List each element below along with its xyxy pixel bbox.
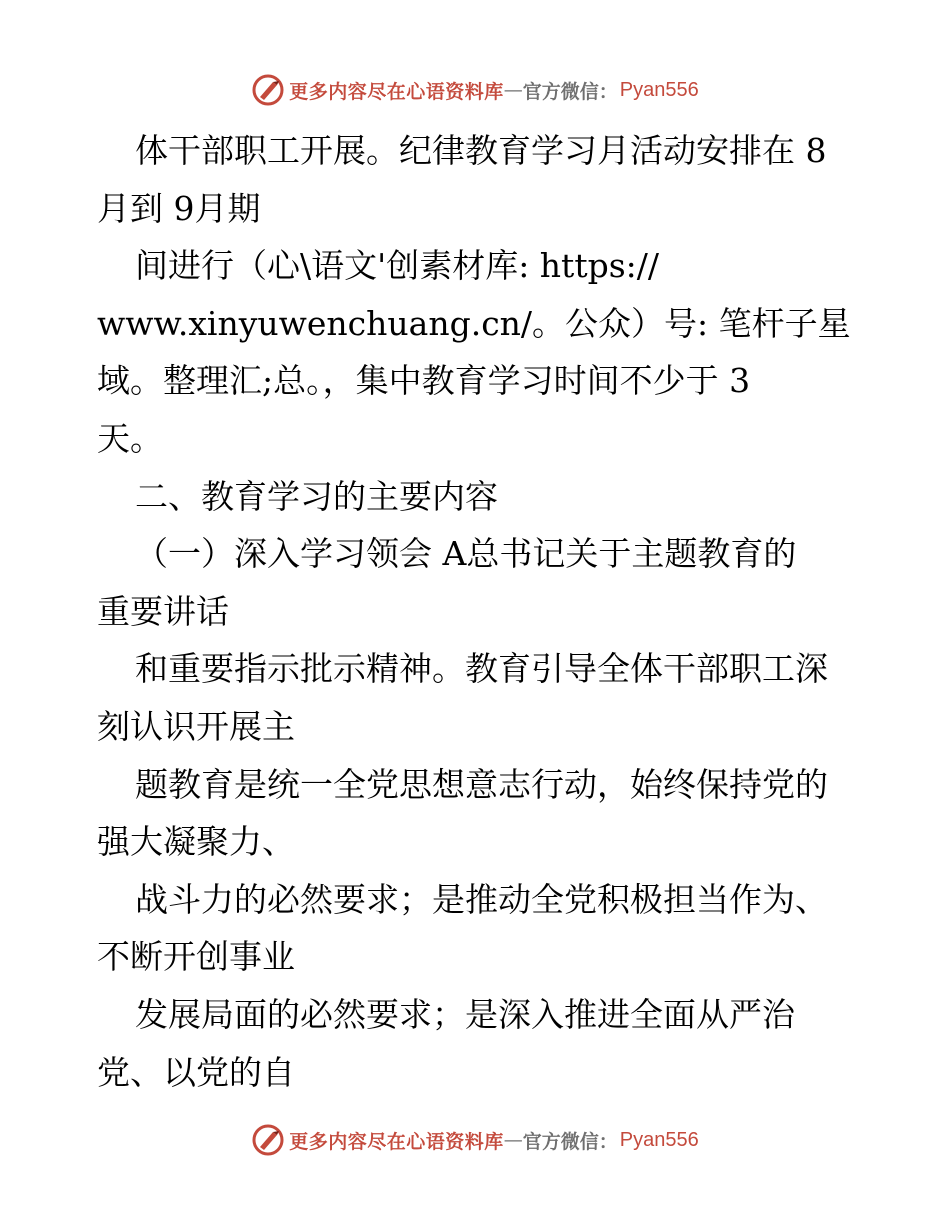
banner-separator: — — [503, 79, 523, 101]
body-line-10: 和重要指示批示精神。教育引导全体干部职工深 — [135, 649, 828, 689]
body-line-6: 天。 — [97, 418, 163, 458]
document-body — [97, 122, 867, 1101]
banner-text: 更多内容尽在心语资料库 — [289, 80, 504, 103]
body-line-9: 重要讲话 — [97, 591, 229, 631]
body-line-4: www.xinyuwenchuang.cn/。公众）号: 笔杆子星 — [97, 303, 851, 343]
body-line-15: 不断开创事业 — [97, 937, 295, 977]
banner-text: 更多内容尽在心语资料库 — [289, 1130, 504, 1153]
body-line-17: 党、以党的自 — [97, 1052, 295, 1092]
section-heading: 二、教育学习的主要内容 — [135, 476, 498, 516]
subsection-heading: （一）深入学习领会 A总书记关于主题教育的 — [135, 534, 797, 574]
banner-separator: — — [503, 1129, 523, 1151]
body-line-1: 体干部职工开展。纪律教育学习月活动安排在 8 — [135, 131, 827, 170]
banner-wechat-label: 官方微信： — [522, 80, 618, 103]
body-line-14: 战斗力的必然要求；是推动全党积极担当作为、 — [135, 879, 828, 919]
body-line-13: 强大凝聚力、 — [97, 822, 295, 862]
body-line-12: 题教育是统一全党思想意志行动，始终保持党的 — [135, 764, 828, 804]
banner-wechat-id: Pyan556 — [619, 78, 699, 101]
brand-logo-icon — [251, 1123, 285, 1157]
body-line-3: 间进行（心\语文'创素材库: https:// — [135, 246, 659, 286]
banner-wechat-id: Pyan556 — [619, 1128, 699, 1151]
brand-logo-icon — [251, 73, 285, 107]
body-line-5: 域。整理汇;总。，集中教育学习时间不少于 3 — [97, 361, 751, 401]
body-line-11: 刻认识开展主 — [97, 706, 295, 746]
footer-banner — [0, 1120, 950, 1160]
body-line-2: 月到 9月期 — [97, 188, 261, 228]
body-line-16: 发展局面的必然要求；是深入推进全面从严治 — [135, 994, 795, 1034]
banner-wechat-label: 官方微信： — [522, 1130, 618, 1153]
header-banner — [0, 70, 950, 110]
